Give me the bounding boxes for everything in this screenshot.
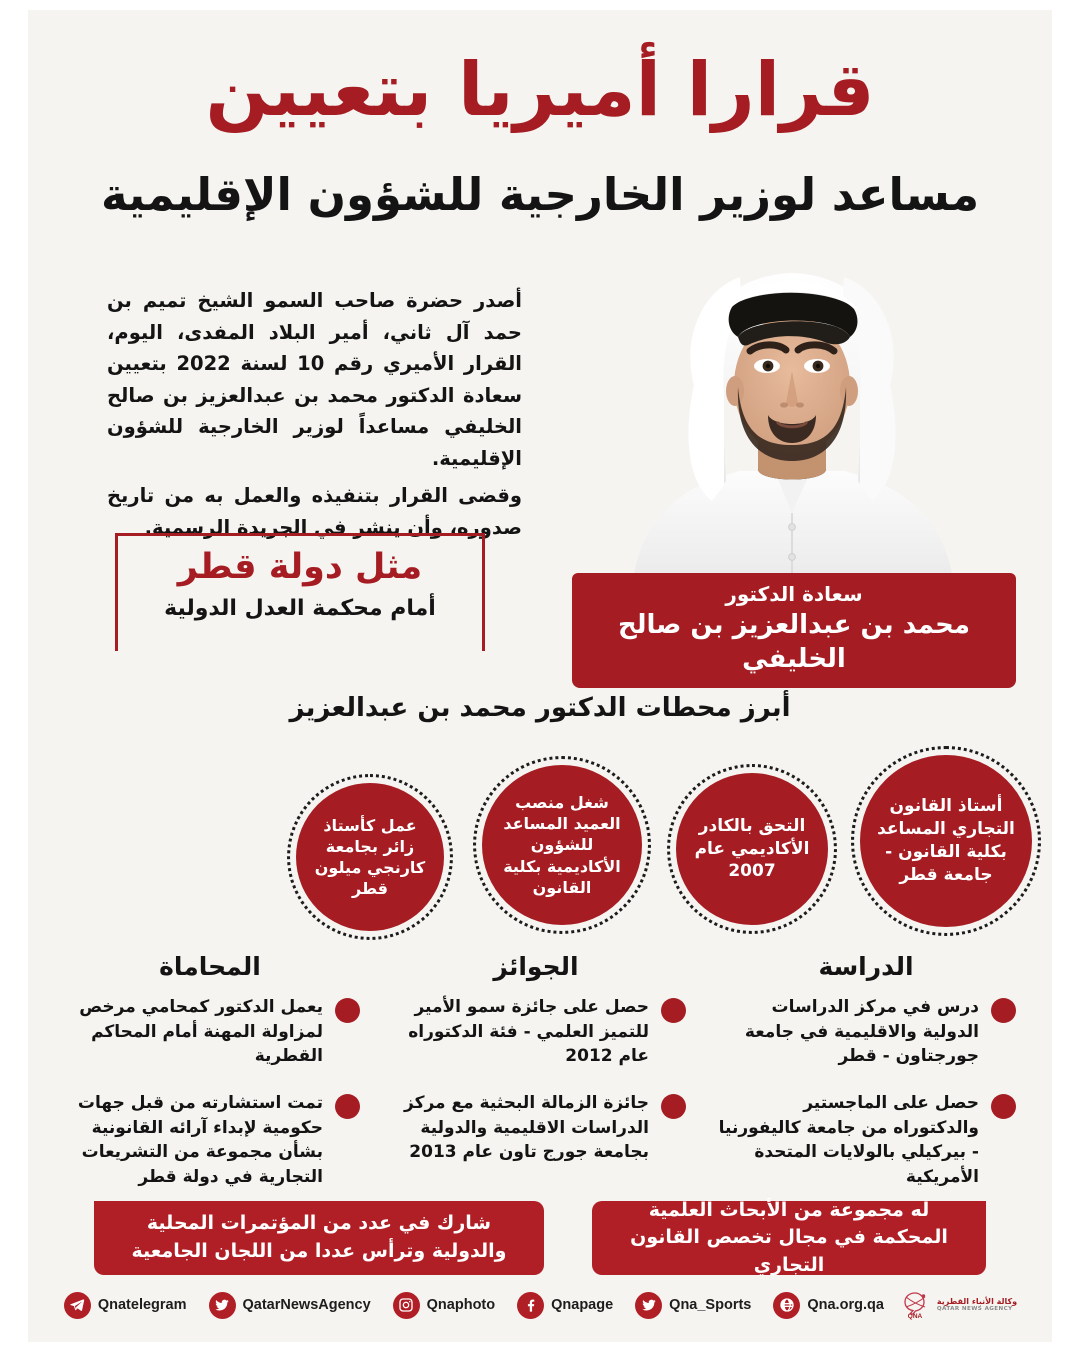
column-awards-list: [386, 995, 686, 1187]
milestone-circle-2-label: التحق بالكادر الأكاديمي عام 2007: [694, 815, 810, 882]
social-link-instagram-label: Qnaphoto: [426, 1297, 496, 1313]
list-item-text: حصل على الماجستير والدكتوراه من جامعة كاليفورنيا - بيركيلي بالولايات المتحدة الأمريكية: [718, 1092, 979, 1187]
portrait-photo: [572, 245, 1012, 590]
list-item: [60, 1091, 360, 1190]
list-item: [60, 995, 360, 1069]
name-banner: [572, 573, 1016, 688]
bullet-dot-icon: [991, 998, 1016, 1023]
milestones-circle-row: [28, 743, 1052, 938]
column-study-list: [716, 995, 1016, 1211]
milestone-circle-1: [860, 755, 1032, 927]
page-title-primary: قرارا أميريا بتعيين: [205, 47, 875, 133]
milestone-circle-3: [482, 765, 642, 925]
social-link-instagram[interactable]: [393, 1292, 495, 1319]
instagram-icon: [393, 1292, 420, 1319]
bullet-dot-icon: [335, 1094, 360, 1119]
column-law-list: [60, 995, 360, 1211]
list-item: [386, 995, 686, 1069]
list-item-text: درس في مركز الدراسات الدولية والاقليمية في جامعة جورجتاون - قطر: [744, 997, 979, 1067]
social-link-twitter-sports-label: Qna_Sports: [669, 1297, 752, 1313]
column-header-awards: الجوائز: [493, 952, 579, 981]
social-link-twitter-main[interactable]: [209, 1292, 371, 1319]
list-item: [386, 1091, 686, 1165]
infographic-canvas: [28, 10, 1052, 1342]
lede-paragraph: [107, 285, 522, 544]
lede-paragraph-2: وقضى القرار بتنفيذه والعمل به من تاريخ صدوره، وأن ينشر في الجريدة الرسمية.: [107, 484, 522, 540]
page-title-secondary: مساعد لوزير الخارجية للشؤون الإقليمية: [100, 168, 980, 221]
highlight-bar-research: [592, 1198, 986, 1276]
facebook-icon: [517, 1292, 544, 1319]
bullet-dot-icon: [661, 1094, 686, 1119]
twitter-icon: [635, 1292, 662, 1319]
column-headers: [28, 952, 1052, 986]
bullet-dot-icon: [661, 998, 686, 1023]
column-bullet-lists: [28, 995, 1052, 1200]
name-banner-honorific: سعادة الدكتور: [725, 582, 863, 606]
footer-social-bar: [28, 1282, 1052, 1328]
twitter-icon: [209, 1292, 236, 1319]
bullet-dot-icon: [335, 998, 360, 1023]
milestone-circle-2: [676, 773, 828, 925]
highlight-bar-research-text: له مجموعة من الأبحاث العلمية المحكمة في مجال تخصص القانون التجاري: [630, 1198, 948, 1276]
social-link-facebook-label: Qnapage: [551, 1297, 614, 1313]
list-item: [716, 1091, 1016, 1190]
highlight-bar-conferences-text: شارك في عدد من المؤتمرات المحلية والدولية وترأس عددا من اللجان الجامعية: [131, 1212, 507, 1262]
milestone-circle-4: [296, 783, 444, 931]
bullet-dot-icon: [991, 1094, 1016, 1119]
list-item-text: تمت استشارته من قبل جهات حكومية لإبداء آرائه القانونية بشأن مجموعة من التشريعات التجارية في دولة قطر: [77, 1092, 323, 1187]
milestone-circle-4-label: عمل كأستاذ زائر بجامعة كارنجي ميلون قطر: [314, 815, 426, 899]
qna-logo-icon: [899, 1290, 931, 1320]
list-item-text: يعمل الدكتور كمحامي مرخص لمزاولة المهنة أمام المحاكم القطرية: [79, 997, 323, 1067]
globe-icon: [773, 1292, 800, 1319]
list-item-text: جائزة الزمالة البحثية مع مركز الدراسات الاقليمية والدولية بجامعة جورج تاون عام 2013: [404, 1092, 649, 1163]
social-link-telegram[interactable]: [64, 1292, 187, 1319]
telegram-icon: [64, 1292, 91, 1319]
milestone-circle-1-label: أستاذ القانون التجاري المساعد بكلية القانون - جامعة قطر: [877, 796, 1015, 885]
milestones-section-title: أبرز محطات الدكتور محمد بن عبدالعزيز: [289, 693, 791, 723]
qna-logo-arabic: وكالة الأنباء القطرية: [936, 1297, 1018, 1307]
lede-paragraph-1: أصدر حضرة صاحب السمو الشيخ تميم بن حمد آل ثاني، أمير البلاد المفدى، اليوم، القرار الأميري رقم 10 لسنة 2022 بتعيين سعادة الدكتور محمد بن عبدالعزيز بن صالح الخليفي مساعداً لوزير الخارجية للشؤون الإقليمية.: [107, 289, 522, 470]
social-link-website[interactable]: [773, 1292, 884, 1319]
qna-logo: [899, 1290, 1017, 1320]
qna-logo-wordmark: [937, 1297, 1017, 1313]
icj-callout-subtitle: أمام محكمة العدل الدولية: [164, 595, 436, 621]
social-link-website-label: Qna.org.qa: [807, 1297, 884, 1313]
social-link-twitter-main-label: QatarNewsAgency: [242, 1297, 371, 1313]
social-link-facebook[interactable]: [517, 1292, 613, 1319]
list-item-text: حصل على جائزة سمو الأمير للتميز العلمي - فئة الدكتوراه عام 2012: [408, 997, 649, 1067]
name-banner-name: محمد بن عبدالعزيز بن صالح الخليفي: [617, 610, 971, 674]
svg-text:QNA: QNA: [907, 1313, 923, 1320]
milestone-circle-3-label: شغل منصب العميد المساعد للشؤون الأكاديمية بكلية القانون: [503, 793, 621, 897]
highlight-bar-conferences: [94, 1201, 544, 1275]
icj-callout-box: [115, 533, 485, 651]
social-link-twitter-sports[interactable]: [635, 1292, 751, 1319]
list-item: [716, 995, 1016, 1069]
column-header-law: المحاماة: [159, 952, 261, 981]
social-link-telegram-label: Qnatelegram: [97, 1297, 187, 1313]
column-header-study: الدراسة: [818, 952, 914, 981]
icj-callout-title: مثل دولة قطر: [177, 547, 423, 587]
qna-logo-english: QATAR NEWS AGENCY: [936, 1306, 1013, 1313]
